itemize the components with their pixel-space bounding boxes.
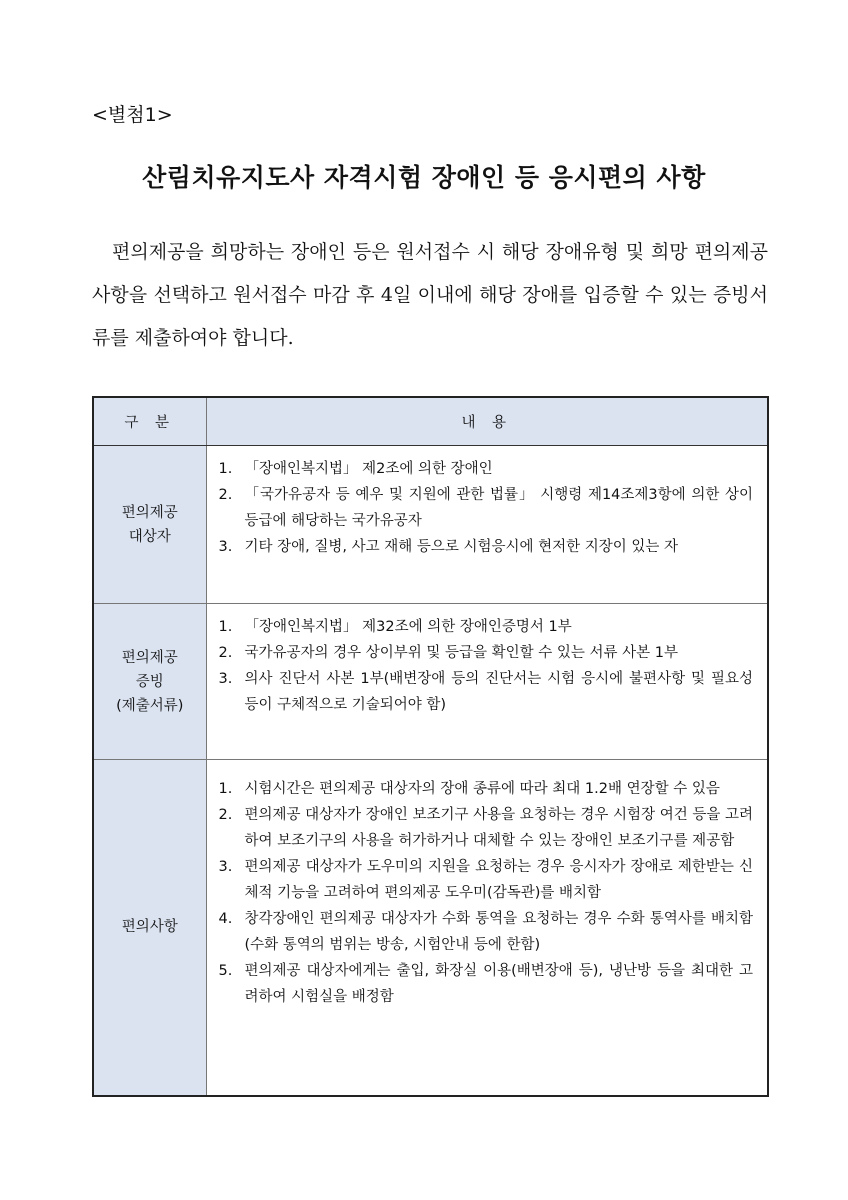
list-item: 1. 「장애인복지법」 제2조에 의한 장애인 [218, 461, 493, 477]
label-line: 증빙 [135, 673, 164, 690]
label-line: 편의제공 [121, 649, 178, 666]
label-line: 편의사항 [121, 919, 178, 936]
table-row [93, 446, 768, 604]
table-header-row [93, 397, 768, 446]
row-content [206, 446, 768, 604]
attachment-label: <별첨1> [92, 104, 173, 126]
list-item: 2. 국가유공자의 경우 상이부위 및 등급을 확인할 수 있는 서류 사본 1부 [218, 645, 679, 661]
list-item: 3. 기타 장애, 질병, 사고 재해 등으로 시험응시에 현저한 지장이 있는 자 [218, 539, 678, 555]
label-line: (제출서류) [116, 697, 184, 714]
accommodation-table [92, 396, 769, 1097]
header-content: 내 용 [206, 397, 768, 446]
list-item: 2. 편의제공 대상자가 장애인 보조기구 사용을 요청하는 경우 시험장 여건 등을 고려하여 보조기구의 사용을 허가하거나 대체할 수 있는 장애인 보조기구를 제공함 [218, 807, 753, 849]
header-category: 구 분 [93, 397, 206, 446]
list-item: 4. 창각장애인 편의제공 대상자가 수화 통역을 요청하는 경우 수화 통역사를 배치함(수화 통역의 범위는 방송, 시험안내 등에 한함) [218, 911, 753, 953]
intro-text: 편의제공을 희망하는 장애인 등은 원서접수 시 해당 장애유형 및 희망 편의제공 사항을 선택하고 원서접수 마감 후 4일 이내에 해당 장애를 입증할 수 있는 증빙서류를 제출하여야 합니다. [92, 241, 768, 349]
intro-paragraph [92, 231, 768, 360]
list-item: 5. 편의제공 대상자에게는 출입, 화장실 이용(배변장애 등), 냉난방 등을 최대한 고려하여 시험실을 배정함 [218, 963, 753, 1005]
row-label [93, 446, 206, 604]
table-row [93, 760, 768, 1096]
document-title: 산림치유지도사 자격시험 장애인 등 응시편의 사항 [142, 163, 706, 192]
list-item: 3. 의사 진단서 사본 1부(배변장애 등의 진단서는 시험 응시에 불편사항 및 필요성 등이 구체적으로 기술되어야 함) [218, 671, 753, 713]
row-label [93, 760, 206, 1096]
row-label [93, 604, 206, 760]
row-content [206, 604, 768, 760]
list-item: 1. 「장애인복지법」 제32조에 의한 장애인증명서 1부 [218, 619, 572, 635]
list-item: 3. 편의제공 대상자가 도우미의 지원을 요청하는 경우 응시자가 장애로 제한받는 신체적 기능을 고려하여 편의제공 도우미(감독관)를 배치함 [218, 859, 753, 901]
list-item: 2. 「국가유공자 등 예우 및 지원에 관한 법률」 시행령 제14조제3항에 의한 상이등급에 해당하는 국가유공자 [218, 487, 753, 529]
label-line: 대상자 [128, 528, 171, 545]
table-row [93, 604, 768, 760]
row-content [206, 760, 768, 1096]
label-line: 편의제공 [121, 504, 178, 521]
list-item: 1. 시험시간은 편의제공 대상자의 장애 종류에 따라 최대 1.2배 연장할 수 있음 [218, 781, 720, 797]
